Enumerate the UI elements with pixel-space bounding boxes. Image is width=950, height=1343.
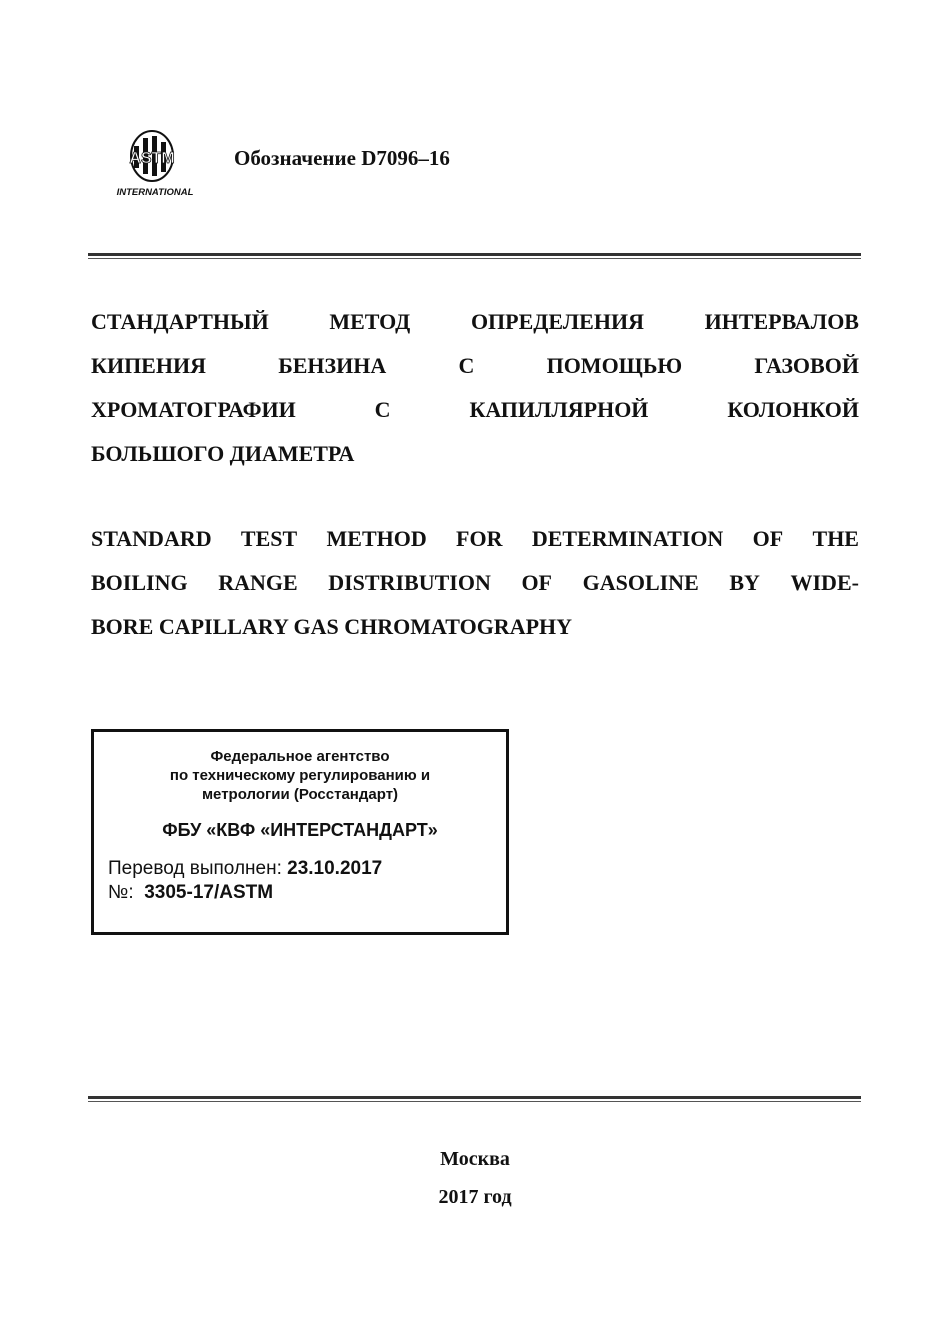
logo-mark-text: ASTM bbox=[129, 150, 175, 167]
title-ru-word: МЕТОД bbox=[329, 309, 411, 334]
title-en-word: OF bbox=[521, 570, 552, 595]
title-en-word: METHOD bbox=[326, 526, 427, 551]
translation-info bbox=[108, 857, 506, 905]
publication-city: Москва bbox=[440, 1148, 510, 1170]
publication-year: 2017 год bbox=[438, 1186, 512, 1208]
title-ru-word: ОПРЕДЕЛЕНИЯ bbox=[470, 309, 644, 334]
title-en-line bbox=[91, 605, 859, 649]
title-ru-line bbox=[91, 300, 859, 344]
title-ru-word: ИНТЕРВАЛОВ bbox=[704, 309, 859, 334]
title-en-word: WIDE- bbox=[790, 570, 859, 595]
title-ru-word: БОЛЬШОГО ДИАМЕТРА bbox=[91, 441, 355, 466]
title-ru-line bbox=[91, 388, 859, 432]
title-en-word: FOR bbox=[456, 526, 503, 551]
title-ru-line bbox=[91, 432, 859, 476]
title-ru-word: БЕНЗИНА bbox=[278, 353, 387, 378]
title-english bbox=[91, 517, 859, 649]
agency-line: Федеральное агентство bbox=[210, 748, 390, 765]
translation-date: 23.10.2017 bbox=[287, 858, 383, 879]
translation-number: 3305-17/ASTM bbox=[144, 882, 274, 903]
title-en-word: BOILING bbox=[91, 570, 188, 595]
title-en-word: DETERMINATION bbox=[531, 526, 724, 551]
translation-label: Перевод выполнен: bbox=[108, 858, 282, 879]
organization-name: ФБУ «КВФ «ИНТЕРСТАНДАРТ» bbox=[162, 820, 438, 840]
agency-name bbox=[94, 747, 506, 804]
title-en-word: BY bbox=[729, 570, 760, 595]
title-en-word: BORE CAPILLARY GAS CHROMATOGRAPHY bbox=[91, 614, 573, 639]
title-ru-word: СТАНДАРТНЫЙ bbox=[91, 309, 269, 334]
title-ru-word: ПОМОЩЬЮ bbox=[546, 353, 683, 378]
number-label: №: bbox=[108, 882, 134, 903]
title-ru-word: С bbox=[374, 397, 391, 422]
translation-date-line bbox=[108, 857, 506, 881]
title-en-word: THE bbox=[812, 526, 859, 551]
title-ru-word: ХРОМАТОГРАФИИ bbox=[91, 397, 296, 422]
top-divider bbox=[88, 253, 861, 259]
title-en-word: STANDARD bbox=[91, 526, 212, 551]
agency-line: по техническому регулированию и bbox=[169, 767, 431, 784]
title-ru-word: С bbox=[458, 353, 475, 378]
title-en-line bbox=[91, 517, 859, 561]
logo-international-text: INTERNATIONAL bbox=[116, 187, 194, 198]
agency-line: метрологии (Росстандарт) bbox=[201, 786, 399, 803]
astm-logo bbox=[112, 128, 198, 200]
bottom-divider bbox=[88, 1096, 861, 1102]
translation-number-line bbox=[108, 881, 506, 905]
title-en-word: DISTRIBUTION bbox=[328, 570, 491, 595]
title-en-word: OF bbox=[752, 526, 784, 551]
translation-stamp bbox=[91, 729, 509, 935]
document-designation: Обозначение D7096–16 bbox=[234, 146, 450, 170]
title-ru-word: КАПИЛЛЯРНОЙ bbox=[469, 397, 649, 422]
title-en-line bbox=[91, 561, 859, 605]
title-ru-word: КИПЕНИЯ bbox=[91, 353, 206, 378]
title-russian bbox=[91, 300, 859, 476]
title-ru-word: КОЛОНКОЙ bbox=[727, 397, 859, 422]
title-en-word: GASOLINE bbox=[582, 570, 699, 595]
title-en-word: RANGE bbox=[218, 570, 298, 595]
title-ru-line bbox=[91, 344, 859, 388]
title-en-word: TEST bbox=[240, 526, 298, 551]
title-ru-word: ГАЗОВОЙ bbox=[754, 353, 859, 378]
